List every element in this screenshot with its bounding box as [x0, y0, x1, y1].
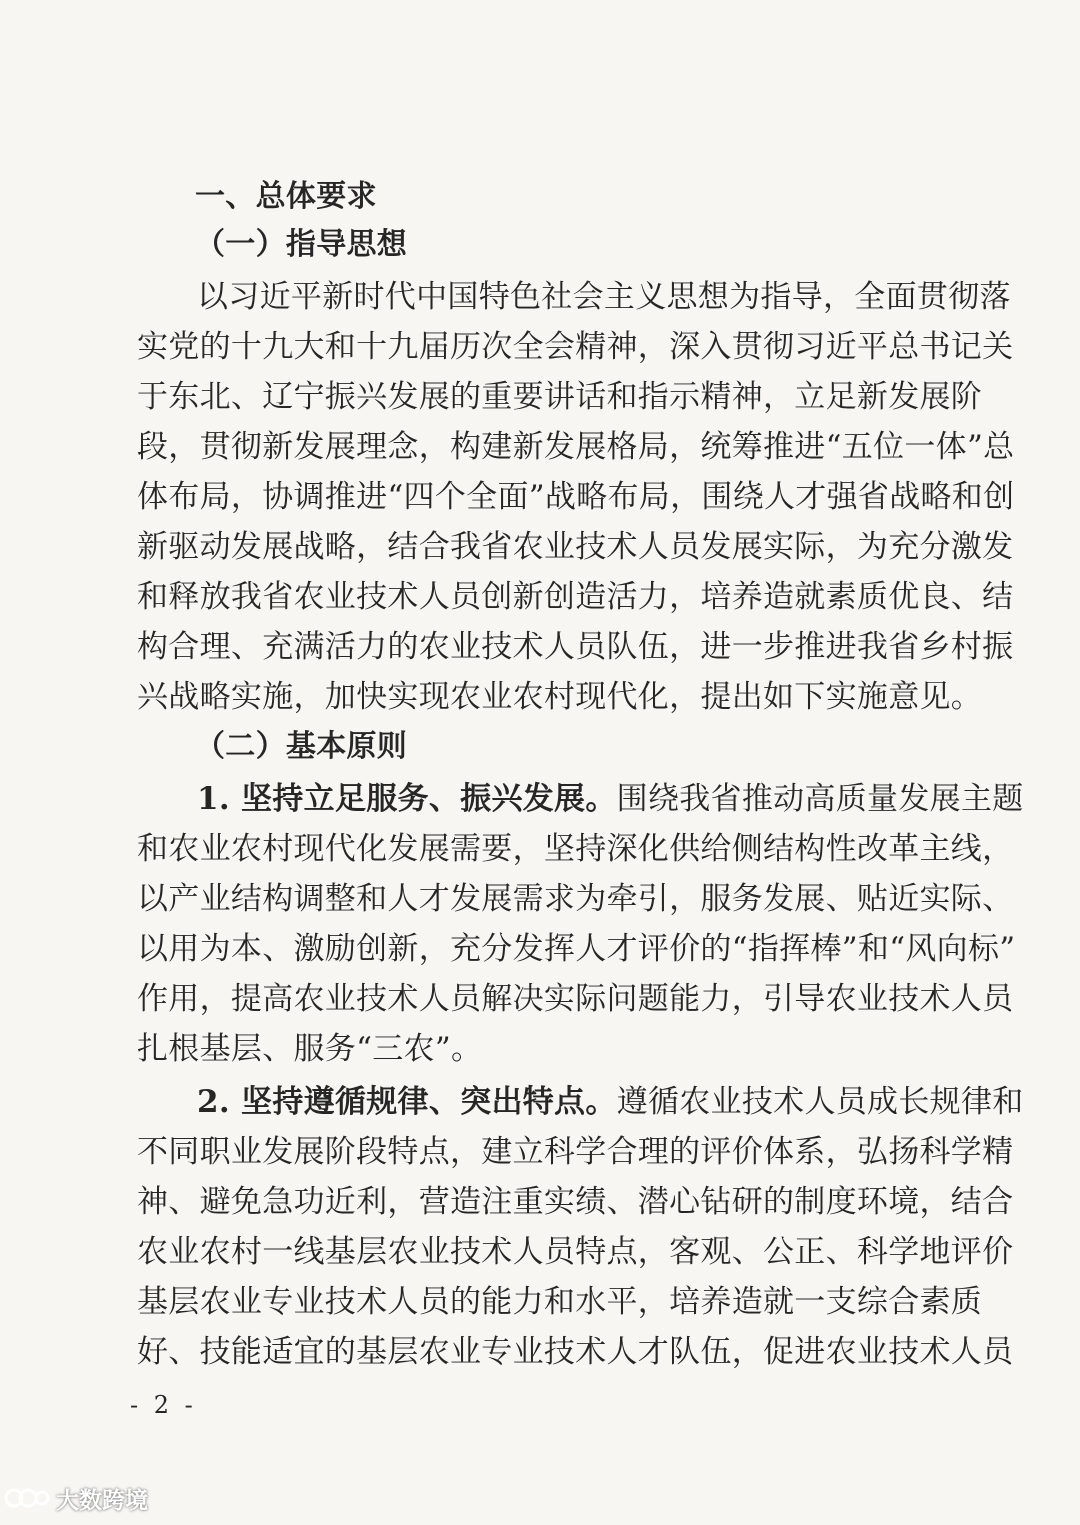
- paragraph-line: 体布局，协调推进“四个全面”战略布局，围绕人才强省战略和创: [137, 479, 1015, 515]
- principle-1-text: 围绕我省推动高质量发展主题: [616, 781, 1024, 817]
- principle-1-title: 1. 坚持立足服务、振兴发展。: [197, 781, 617, 817]
- paragraph-line: 和农业农村现代化发展需要，坚持深化供给侧结构性改革主线，: [137, 831, 1014, 867]
- paragraph-line: 于东北、辽宁振兴发展的重要讲话和指示精神，立足新发展阶: [137, 379, 983, 415]
- paragraph-line: 以产业结构调整和人才发展需求为牵引，服务发展、贴近实际、: [137, 881, 1014, 917]
- paragraph-line: 神、避免急功近利，营造注重实绩、潜心钻研的制度环境，结合: [137, 1184, 1014, 1220]
- paragraph-line: 作用，提高农业技术人员解决实际问题能力，引导农业技术人员: [137, 981, 1014, 1017]
- paragraph-line: 以习近平新时代中国特色社会主义思想为指导，全面贯彻落: [197, 279, 1011, 315]
- paragraph-line: 好、技能适宜的基层农业专业技术人才队伍，促进农业技术人员: [137, 1334, 1014, 1370]
- subsection-heading-guiding-thought: （一）指导思想: [195, 227, 408, 262]
- watermark-logo-icon: [4, 1483, 50, 1513]
- paragraph-line: 实党的十九大和十九届历次全会精神，深入贯彻习近平总书记关: [137, 329, 1014, 365]
- paragraph-line: 和释放我省农业技术人员创新创造活力，培养造就素质优良、结: [137, 579, 1014, 615]
- principle-1-first-line: [197, 777, 1024, 821]
- watermark: [4, 1480, 148, 1516]
- principle-2-text: 遵循农业技术人员成长规律和: [616, 1084, 1024, 1120]
- watermark-text: 大数跨境: [56, 1487, 148, 1514]
- paragraph-line: 段，贯彻新发展理念，构建新发展格局，统筹推进“五位一体”总: [137, 429, 1015, 465]
- page-number: - 2 -: [130, 1391, 197, 1419]
- paragraph-line: 构合理、充满活力的农业技术人员队伍，进一步推进我省乡村振: [137, 629, 1014, 665]
- principle-2-first-line: [197, 1080, 1024, 1124]
- paragraph-line: 以用为本、激励创新，充分发挥人才评价的“指挥棒”和“风向标”: [137, 931, 1016, 967]
- paragraph-line: 兴战略实施，加快实现农业农村现代化，提出如下实施意见。: [137, 679, 983, 715]
- section-heading: 一、总体要求: [195, 179, 377, 214]
- subsection-heading-basic-principles: （二）基本原则: [195, 729, 408, 764]
- paragraph-line: 基层农业专业技术人员的能力和水平，培养造就一支综合素质: [137, 1284, 983, 1320]
- paragraph-line: 农业农村一线基层农业技术人员特点，客观、公正、科学地评价: [137, 1234, 1014, 1270]
- paragraph-line: 扎根基层、服务“三农”。: [137, 1031, 483, 1067]
- principle-2-title: 2. 坚持遵循规律、突出特点。: [197, 1084, 617, 1120]
- paragraph-line: 不同职业发展阶段特点，建立科学合理的评价体系，弘扬科学精: [137, 1134, 1014, 1170]
- paragraph-line: 新驱动发展战略，结合我省农业技术人员发展实际，为充分激发: [137, 529, 1014, 565]
